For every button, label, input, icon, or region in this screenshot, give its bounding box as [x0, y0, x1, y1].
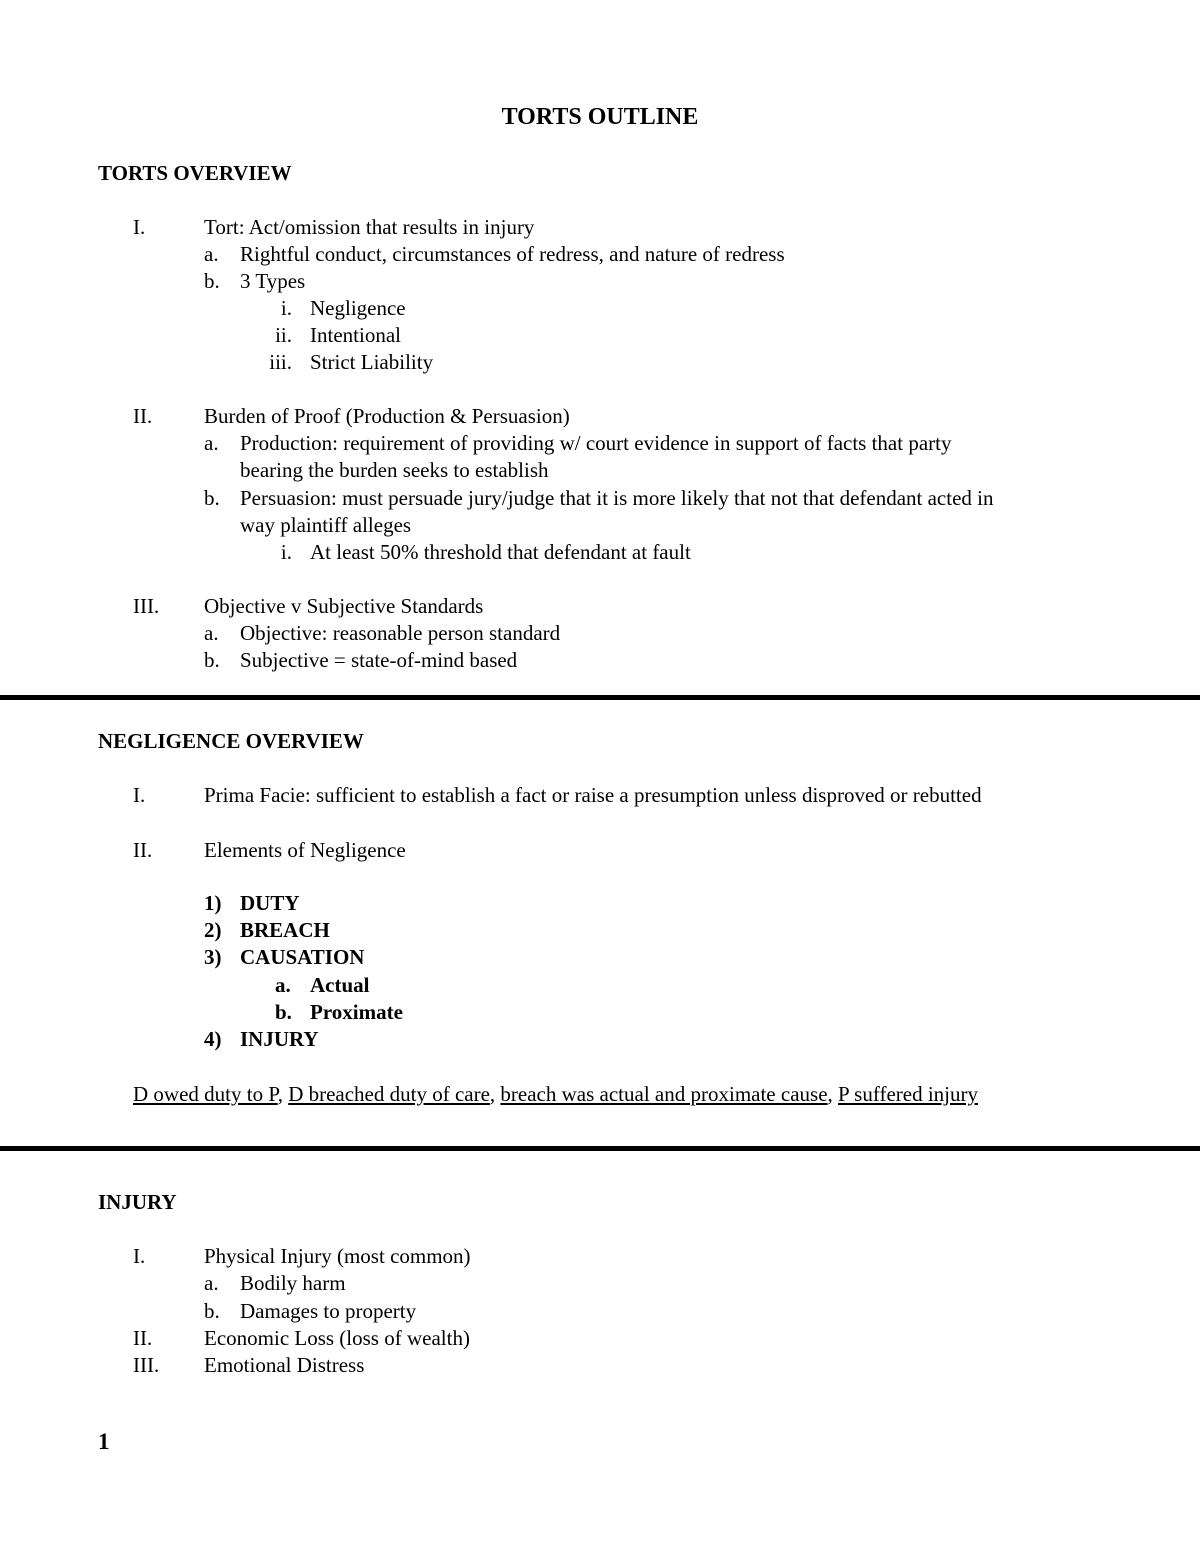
sub-marker: b.	[204, 486, 220, 510]
item-text: Tort: Act/omission that results in injury	[204, 215, 535, 239]
section-heading-torts-overview: TORTS OVERVIEW	[98, 161, 292, 185]
item-marker: I.	[133, 215, 146, 239]
item-text: Economic Loss (loss of wealth)	[204, 1326, 470, 1350]
sub-marker: a.	[204, 431, 219, 455]
subsub-text: Negligence	[310, 296, 406, 320]
sub-text: Objective: reasonable person standard	[240, 621, 561, 645]
sub-text: Subjective = state-of-mind based	[240, 648, 518, 672]
item-text: Prima Facie: sufficient to establish a fact or raise a presumption unless disproved or rebutted	[204, 783, 982, 807]
sub-marker: a.	[204, 242, 219, 266]
item-marker: II.	[133, 838, 153, 862]
element-text: DUTY	[240, 891, 300, 915]
page-number: 1	[98, 1429, 110, 1454]
element-sub-text: Proximate	[310, 1000, 403, 1024]
item-marker: III.	[133, 1353, 160, 1377]
item-text: Physical Injury (most common)	[204, 1244, 471, 1268]
sub-text-continued: bearing the burden seeks to establish	[240, 458, 549, 482]
subsub-text: Intentional	[310, 323, 401, 347]
sub-text: 3 Types	[240, 269, 306, 293]
sub-text: Damages to property	[240, 1299, 417, 1323]
item-text: Burden of Proof (Production & Persuasion)	[204, 404, 570, 428]
sub-text: Production: requirement of providing w/ court evidence in support of facts that party	[240, 431, 952, 455]
item-marker: I.	[133, 783, 146, 807]
item-text: Elements of Negligence	[204, 838, 406, 862]
subsub-text: At least 50% threshold that defendant at fault	[310, 540, 691, 564]
sub-marker: a.	[204, 1271, 219, 1295]
sub-marker: b.	[204, 1299, 220, 1323]
item-marker: III.	[133, 594, 160, 618]
element-sub-marker: b.	[275, 1000, 292, 1024]
element-marker: 1)	[204, 891, 222, 915]
item-marker: II.	[133, 404, 153, 428]
summary-separator: ,	[827, 1082, 839, 1106]
element-text: INJURY	[240, 1027, 319, 1051]
summary-phrase: breach was actual and proximate cause	[500, 1082, 828, 1106]
item-text: Objective v Subjective Standards	[204, 594, 484, 618]
element-marker: 4)	[204, 1027, 222, 1051]
page-title: TORTS OUTLINE	[501, 104, 699, 130]
subsub-marker: i.	[280, 296, 292, 320]
element-sub-text: Actual	[310, 973, 370, 997]
sub-text: Bodily harm	[240, 1271, 346, 1295]
sub-text: Persuasion: must persuade jury/judge that it is more likely that not that defendant acted in	[240, 486, 994, 510]
sub-marker: a.	[204, 621, 219, 645]
element-text: BREACH	[240, 918, 330, 942]
section-divider	[0, 695, 1200, 700]
sub-marker: b.	[204, 269, 220, 293]
negligence-summary	[133, 1081, 978, 1107]
summary-phrase: D breached duty of care	[288, 1082, 490, 1106]
item-marker: I.	[133, 1244, 146, 1268]
subsub-marker: iii.	[269, 350, 292, 374]
summary-separator: ,	[277, 1082, 289, 1106]
section-divider	[0, 1146, 1200, 1151]
element-marker: 3)	[204, 945, 222, 969]
element-text: CAUSATION	[240, 945, 365, 969]
section-heading-injury: INJURY	[98, 1190, 177, 1214]
summary-phrase: D owed duty to P	[133, 1082, 278, 1106]
subsub-text: Strict Liability	[310, 350, 434, 374]
element-sub-marker: a.	[275, 973, 291, 997]
element-marker: 2)	[204, 918, 222, 942]
sub-text: Rightful conduct, circumstances of redress, and nature of redress	[240, 242, 785, 266]
subsub-marker: ii.	[275, 323, 292, 347]
summary-phrase: P suffered injury	[838, 1082, 978, 1106]
item-text: Emotional Distress	[204, 1353, 365, 1377]
section-heading-negligence-overview: NEGLIGENCE OVERVIEW	[98, 729, 364, 753]
item-marker: II.	[133, 1326, 153, 1350]
sub-text-continued: way plaintiff alleges	[240, 513, 412, 537]
summary-separator: ,	[489, 1082, 501, 1106]
subsub-marker: i.	[280, 540, 292, 564]
sub-marker: b.	[204, 648, 220, 672]
